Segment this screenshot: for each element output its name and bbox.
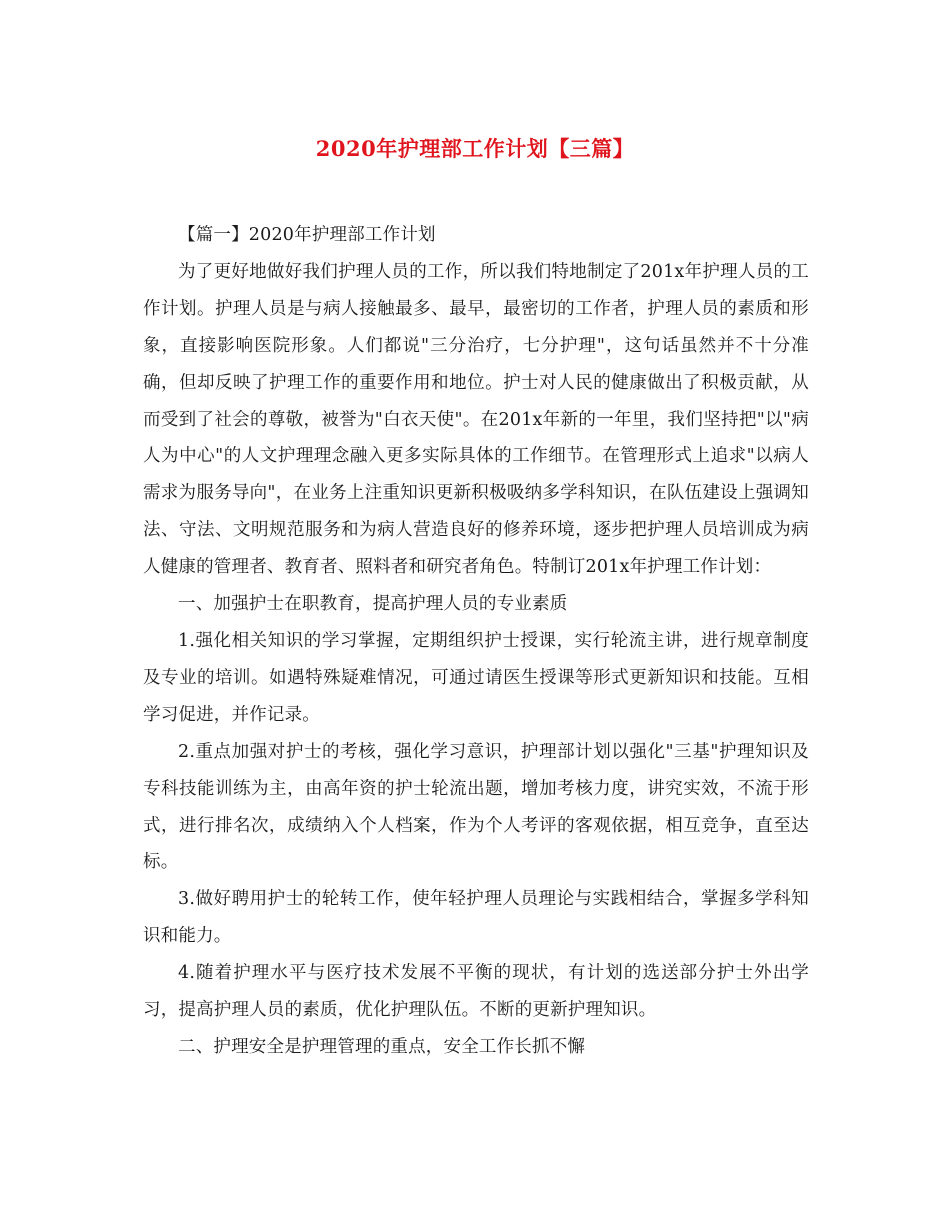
section-heading: 【篇一】2020年护理部工作计划 <box>178 225 436 245</box>
list-item: 2.重点加强对护士的考核，强化学习意识，护理部计划以强化"三基"护理知识及专科技能训练为主，由高年资的护士轮流出题，增加考核力度，讲究实效，不流于形式，进行排名次，成绩纳入个人档案，作为个人考评的客观依据，相互竞争，直至达标。 <box>143 741 809 873</box>
intro-paragraph: 为了更好地做好我们护理人员的工作，所以我们特地制定了201x年护理人员的工作计划。护理人员是与病人接触最多、最早，最密切的工作者，护理人员的素质和形象，直接影响医院形象。人们都说"三分治疗，七分护理"，这句话虽然并不十分准确，但却反映了护理工作的重要作用和地位。护士对人民的健康做出了积极贡献，从而受到了社会的尊敬，被誉为"白衣天使"。在201x年新的一年里，我们坚持把"以"病人为中心"的人文护理理念融入更多实际具体的工作细节。在管理形式上追求"以病人需求为服务导向"，在业务上注重知识更新积极吸纳多学科知识，在队伍建设上强调知法、守法、文明规范服务和为病人营造良好的修养环境，逐步把护理人员培训成为病人健康的管理者、教育者、照料者和研究者角色。特制订201x年护理工作计划： <box>143 261 809 578</box>
document-title: 2020年护理部工作计划【三篇】 <box>315 136 635 161</box>
list-item: 1.强化相关知识的学习掌握，定期组织护士授课，实行轮流主讲，进行规章制度及专业的培训。如遇特殊疑难情况，可通过请医生授课等形式更新知识和技能。互相学习促进，并作记录。 <box>143 630 809 725</box>
subsection-heading: 二、护理安全是护理管理的重点，安全工作长抓不懈 <box>178 1036 586 1057</box>
list-item: 3.做好聘用护士的轮转工作，使年轻护理人员理论与实践相结合，掌握多学科知识和能力。 <box>143 889 809 947</box>
subsection-heading: 一、加强护士在职教育，提高护理人员的专业素质 <box>178 594 568 615</box>
list-item: 4.随着护理水平与医疗技术发展不平衡的现状，有计划的选送部分护士外出学习，提高护理人员的素质，优化护理队伍。不断的更新护理知识。 <box>143 963 809 1021</box>
document-body <box>143 217 809 1066</box>
